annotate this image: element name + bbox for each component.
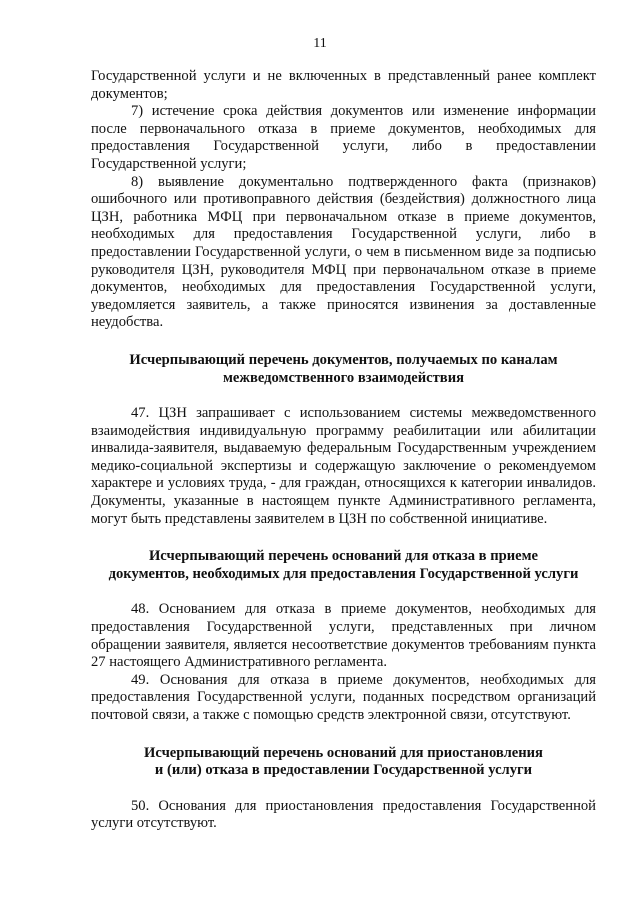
page-number: 11 [313, 36, 327, 51]
heading-line: Исчерпывающий перечень документов, получаемых по каналам [129, 351, 558, 368]
section-heading-refusal-grounds [91, 548, 596, 583]
paragraph-item-7: 7) истечение срока действия документов или изменение информации после первоначального отказа в приеме документов, необходимых для предоставления Государственной услуги, либо в предоставлении Государственной услуги; [91, 103, 596, 172]
paragraph-48: 48. Основанием для отказа в приеме документов, необходимых для предоставления Государственной услуги, представленных при личном обращении заявителя, является несоответствие документов требованиям пункта 27 настоящего Административного регламента. [91, 601, 596, 671]
heading-line: Исчерпывающий перечень оснований для отказа в приеме [148, 548, 539, 565]
section-heading-suspension-grounds [91, 745, 596, 780]
paragraph-49: 49. Основания для отказа в приеме документов, необходимых для предоставления Государственной услуги, поданных посредством организаций почтовой связи, а также с помощью средств электронной связи, отсутствуют. [91, 671, 596, 723]
heading-line: документов, необходимых для предоставления Государственной услуги [108, 565, 579, 582]
document-body [91, 68, 596, 833]
paragraph-47: 47. ЦЗН запрашивает с использованием системы межведомственного взаимодействия индивидуальную программу реабилитации или абилитации инвалида-заявителя, выдаваемую федеральным Государственным учреждением медико-социальной экспертизы и содержащую заключение о рекомендуемом характере и условиях труда, - для граждан, относящихся к категории инвалидов. Документы, указанные в настоящем пункте Административного регламента, могут быть представлены заявителем в ЦЗН по собственной инициативе. [91, 405, 596, 527]
paragraph-continuation: Государственной услуги и не включенных в представленный ранее комплект документов; [91, 68, 596, 102]
heading-line: и (или) отказа в предоставлении Государственной услуги [154, 762, 533, 779]
heading-line: межведомственного взаимодействия [222, 369, 464, 386]
section-heading-interagency-documents [91, 352, 596, 387]
heading-line: Исчерпывающий перечень оснований для приостановления [144, 744, 543, 761]
paragraph-item-8: 8) выявление документально подтвержденного факта (признаков) ошибочного или противоправного действия (бездействия) должностного лица ЦЗН, работника МФЦ при первоначальном отказе в приеме документов, необходимых для предоставления Государственной услуги, либо в предоставлении Государственной услуги, о чем в письменном виде за подписью руководителя ЦЗН, руководителя МФЦ при первоначальном отказе в приеме документов, необходимых для предоставления Государственной услуги, уведомляется заявитель, а также приносятся извинения за доставленные неудобства. [91, 173, 596, 331]
paragraph-50: 50. Основания для приостановления предоставления Государственной услуги отсутствуют. [91, 797, 596, 832]
